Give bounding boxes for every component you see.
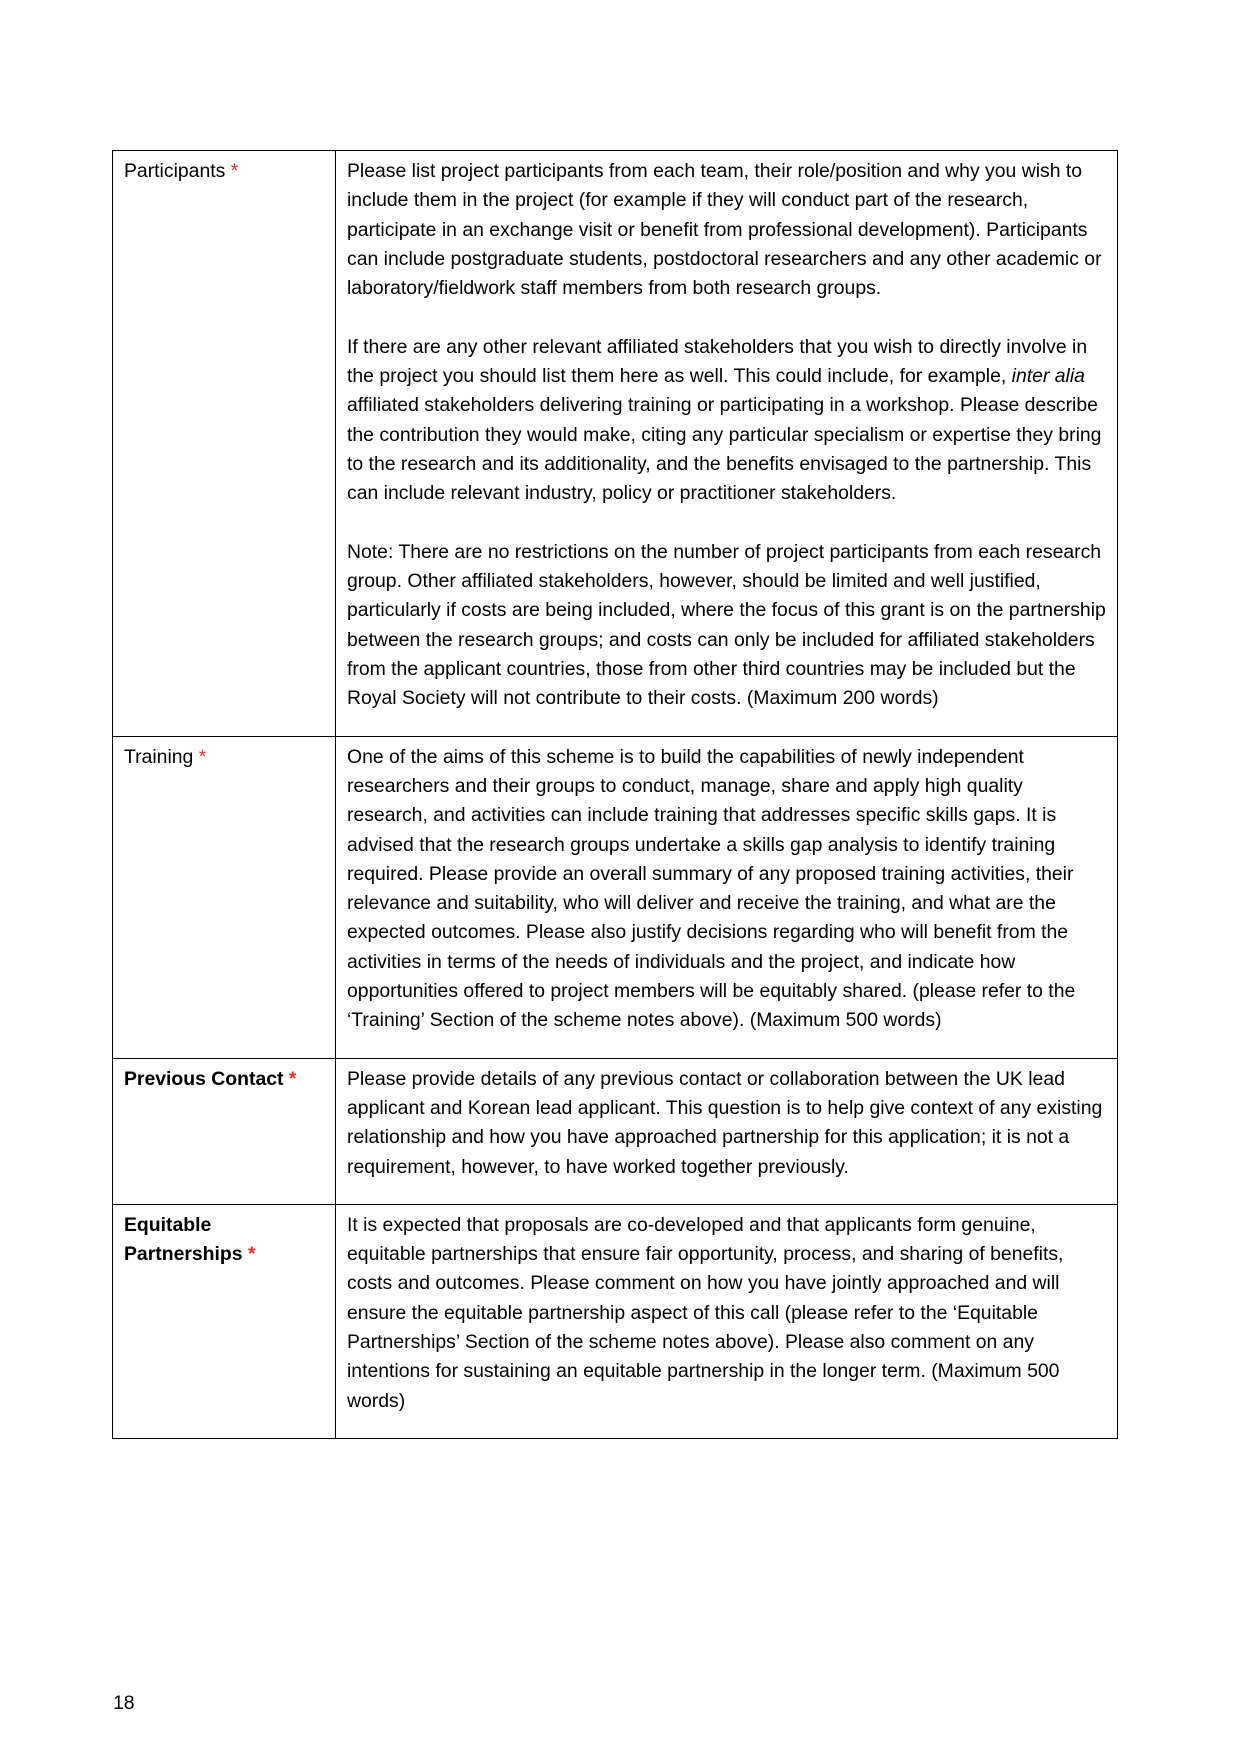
required-asterisk: *: [230, 160, 239, 182]
guidance-paragraph: Please provide details of any previous contact or collaboration between the UK lead applicant and Korean lead applicant. This question is to help give context of any existing relationship and how you have approached partnership for this application; it is not a requirement, however, to have worked together previously.: [347, 1067, 1103, 1178]
form-row-participants: [113, 151, 1118, 737]
guidance-cell-training: [336, 736, 1118, 1058]
field-label-training: Training: [124, 745, 194, 768]
guidance-paragraph: Note: There are no restrictions on the number of project participants from each research group. Other affiliated stakeholders, however, should be limited and well justified, particularly if costs are being included, where the focus of this grant is on the partnership between the research groups; and costs can only be included for affiliated stakeholders from the applicant countries, those from other third countries may be included but the Royal Society will not contribute to their costs. (Maximum 200 words): [347, 540, 1106, 710]
required-asterisk: *: [288, 1067, 297, 1090]
label-cell-previous-contact: [113, 1058, 336, 1204]
guidance-paragraph: [347, 333, 1107, 509]
guidance-text: If there are any other relevant affiliated stakeholders that you wish to directly involve in the project you should list them here as well. This could include, for example,: [347, 335, 1088, 388]
guidance-paragraph: It is expected that proposals are co-developed and that applicants form genuine, equitable partnerships that ensure fair opportunity, process, and sharing of benefits, costs and outcomes. Please comment on how you have jointly approached and will ensure the equitable partnership aspect of this call (please refer to the ‘Equitable Partnerships’ Section of the scheme notes above). Please also comment on any intentions for sustaining an equitable partnership in the longer term. (Maximum 500 words): [347, 1213, 1064, 1412]
label-cell-training: [113, 736, 336, 1058]
label-cell-participants: [113, 151, 336, 737]
application-form-table: [112, 150, 1118, 1439]
field-label-participants: Participants: [124, 160, 226, 182]
guidance-paragraph: One of the aims of this scheme is to build the capabilities of newly independent researchers and their groups to conduct, manage, share and apply high quality research, and activities can include training that addresses specific skills gaps. It is advised that the research groups undertake a skills gap analysis to identify training required. Please provide an overall summary of any proposed training activities, their relevance and suitability, who will deliver and receive the training, and what are the expected outcomes. Please also justify decisions regarding who will benefit from the activities in terms of the needs of individuals and the project, and indicate how opportunities offered to project members will be equitably shared. (please refer to the ‘Training’ Section of the scheme notes above). (Maximum 500 words): [347, 745, 1076, 1032]
form-row-previous-contact: [113, 1058, 1118, 1204]
guidance-cell-participants: [336, 151, 1118, 737]
page-number: 18: [113, 1692, 135, 1714]
guidance-cell-equitable-partnerships: [336, 1204, 1118, 1438]
guidance-italic-text: inter alia: [1011, 365, 1085, 388]
guidance-text: affiliated stakeholders delivering training or participating in a workshop. Please describe the contribution they would make, citing any particular specialism or expertise they bring to the research and its additionality, and the benefits envisaged to the partnership. This can include relevant industry, policy or practitioner stakeholders.: [347, 394, 1102, 505]
field-label-previous-contact: Previous Contact: [124, 1067, 284, 1090]
required-asterisk: *: [198, 745, 207, 768]
guidance-paragraph: Please list project participants from each team, their role/position and why you wish to include them in the project (for example if they will conduct part of the research, participate in an exchange visit or benefit from professional development). Participants can include postgraduate students, postdoctoral researchers and any other academic or laboratory/fieldwork staff members from both research groups.: [347, 160, 1102, 300]
form-row-equitable-partnerships: [113, 1204, 1118, 1438]
form-row-training: [113, 736, 1118, 1058]
field-label-equitable-partnerships: Equitable Partnerships: [124, 1213, 243, 1266]
label-cell-equitable-partnerships: [113, 1204, 336, 1438]
required-asterisk: *: [247, 1243, 256, 1266]
guidance-cell-previous-contact: [336, 1058, 1118, 1204]
